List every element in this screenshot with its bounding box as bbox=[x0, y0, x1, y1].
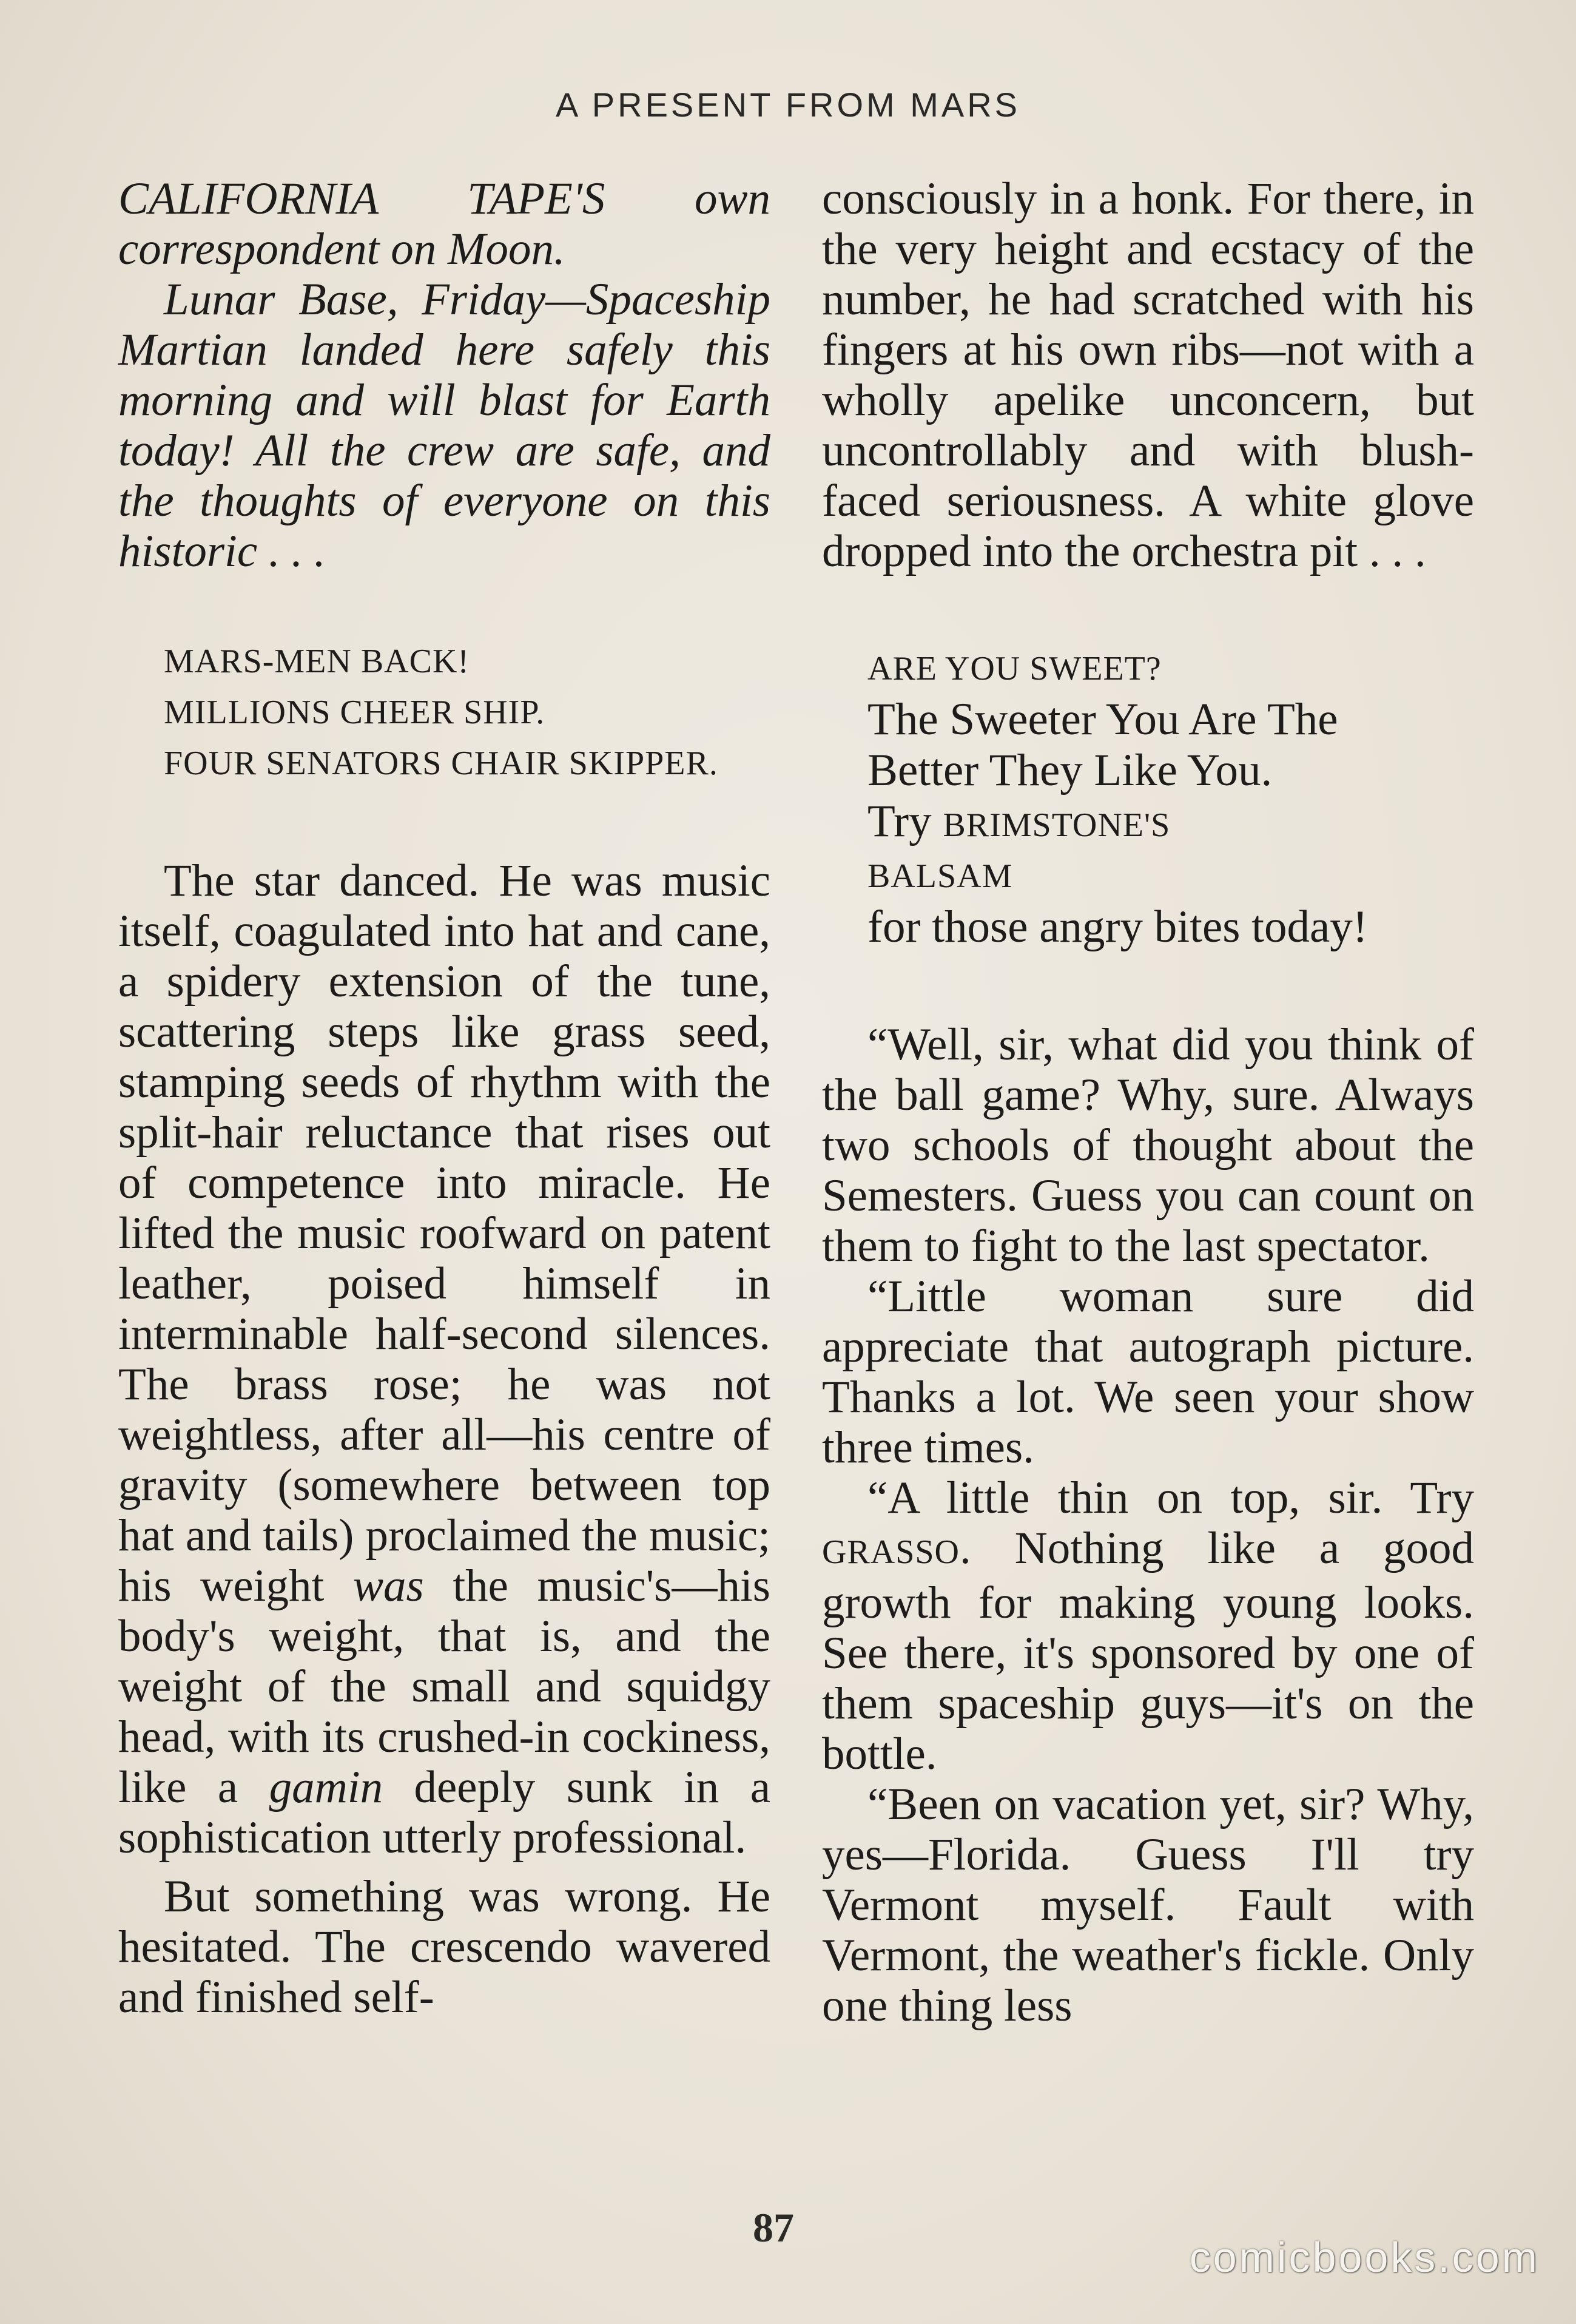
site-watermark: comicbooks.com bbox=[1189, 2234, 1540, 2281]
paragraph-ball-game: “Well, sir, what did you think of the ball game? Why, sure. Always two schools of thought about the Semesters. Guess you can count on them to fight to the last spectator. bbox=[822, 1019, 1474, 1271]
text-segment: The star danced. He was music itself, coagulated into hat and cane, a spidery extension of the tune, scattering steps like grass seed, stamping seeds of rhythm with the split-hair reluctance that rises out of competence into miracle. He lifted the music roofward on patent leather, poised himself in interminable half-second silences. The brass rose; he was not weightless, after all—his centre of gravity (somewhere between top hat and tails) proclaimed the music; his weight bbox=[118, 856, 770, 1611]
page-number: 87 bbox=[753, 2204, 794, 2251]
ad-line-3: for those angry bites today! bbox=[867, 902, 1368, 952]
brand-grasso: GRASSO bbox=[822, 1533, 960, 1571]
dispatch-byline: CALIFORNIA TAPE'S own correspondent on Moon. bbox=[118, 174, 770, 274]
headline-line-2: MILLIONS CHEER SHIP. bbox=[164, 694, 545, 731]
text-segment: the music's—his body's weight, that is, and the weight of the small and squidgy head, with its crushed-in cockiness, like a bbox=[118, 1561, 770, 1812]
paragraph-star-danced bbox=[118, 856, 770, 1863]
ad-brand-product: BALSAM bbox=[867, 857, 1013, 895]
text-segment: . Nothing like a good growth for making young looks. See there, it's sponsored by one of them spaceship guys—it's on the bottle. bbox=[822, 1523, 1474, 1779]
paragraph-vacation: “Been on vacation yet, sir? Why, yes—Florida. Guess I'll try Vermont myself. Fault with Vermont, the weather's fickle. Only one thing less bbox=[822, 1779, 1474, 2031]
ad-headline: ARE YOU SWEET? bbox=[867, 650, 1162, 687]
paragraph-continued: consciously in a honk. For there, in the very height and ecstacy of the number, he had scratched with his fingers at his own ribs—not with a wholly apelike unconcern, but uncontrollably and with blush-faced seriousness. A white glove dropped into the orchestra pit . . . bbox=[822, 174, 1474, 576]
italic-word: was bbox=[352, 1561, 424, 1611]
dispatch-body: Lunar Base, Friday—Spaceship Martian landed here safely this morning and will blast for Earth today! All the crew are safe, and the thoughts of everyone on this historic . . . bbox=[118, 274, 770, 576]
ad-brand-name: BRIMSTONE'S bbox=[943, 806, 1171, 844]
headline-line-1: MARS-MEN BACK! bbox=[164, 643, 470, 680]
news-dispatch bbox=[118, 174, 770, 576]
headline-line-3: FOUR SENATORS CHAIR SKIPPER. bbox=[164, 745, 718, 782]
paragraph-something-wrong: But something was wrong. He hesitated. The crescendo wavered and finished self- bbox=[118, 1871, 770, 2022]
paragraph-autograph: “Little woman sure did appreciate that autograph picture. Thanks a lot. We seen your show three times. bbox=[822, 1271, 1474, 1473]
ad-try-word: Try bbox=[867, 796, 932, 846]
advertisement bbox=[822, 643, 1474, 953]
ad-line-1: The Sweeter You Are The bbox=[867, 694, 1338, 745]
left-column bbox=[118, 174, 770, 2022]
italic-word: gamin bbox=[269, 1762, 383, 1812]
text-segment: deeply sunk in a sophistication utterly professional. bbox=[118, 1762, 770, 1863]
ad-line-try bbox=[822, 796, 1474, 851]
right-column bbox=[822, 174, 1474, 2031]
text-segment: “A little thin on top, sir. Try bbox=[867, 1473, 1474, 1523]
paragraph-thin-on-top bbox=[822, 1473, 1474, 1779]
ad-line-2: Better They Like You. bbox=[867, 745, 1273, 795]
running-head: A PRESENT FROM MARS bbox=[555, 86, 1021, 124]
